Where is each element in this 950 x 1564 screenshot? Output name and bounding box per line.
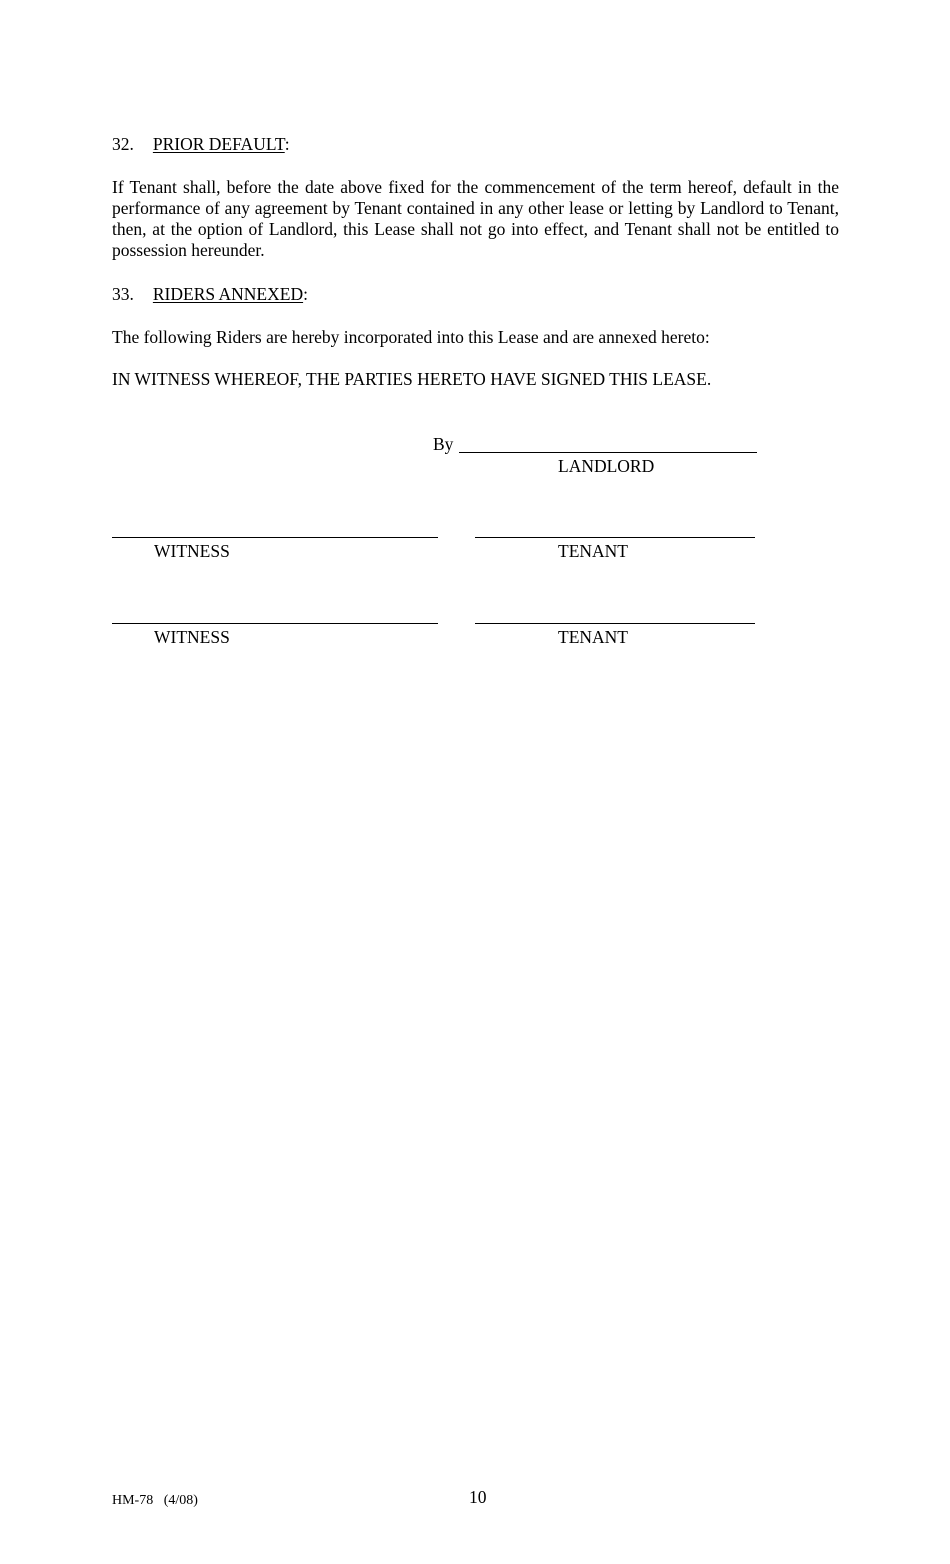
section-title: PRIOR DEFAULT xyxy=(152,134,285,154)
section-32-heading xyxy=(112,134,290,155)
tenant-signature-line xyxy=(475,623,755,624)
form-id: HM-78 (4/08) xyxy=(112,1493,198,1508)
page-number: 10 xyxy=(469,1487,487,1507)
witness-signature-line xyxy=(112,537,438,538)
section-colon: : xyxy=(284,134,290,154)
section-number: 33. xyxy=(112,284,134,304)
witness-signature-line xyxy=(112,623,438,624)
section-32-body: If Tenant shall, before the date above fixed for the commencement of the term hereof, default in the performance of any agreement by Tenant contained in any other lease or letting by Landlord to Tenant, then, at the option of Landlord, this Lease shall not go into effect, and Tenant shall not be entitled to possession hereunder. xyxy=(112,177,839,260)
tenant-signature-line xyxy=(475,537,755,538)
witness-label: WITNESS xyxy=(154,541,230,561)
tenant-label: TENANT xyxy=(558,541,628,561)
landlord-signature-line xyxy=(459,452,757,453)
witness-label: WITNESS xyxy=(154,627,230,647)
section-number: 32. xyxy=(112,134,134,154)
tenant-label: TENANT xyxy=(558,627,628,647)
section-colon: : xyxy=(303,284,308,304)
witness-statement: IN WITNESS WHEREOF, THE PARTIES HERETO HAVE SIGNED THIS LEASE. xyxy=(112,369,712,389)
section-title: RIDERS ANNEXED xyxy=(152,284,304,304)
section-33-body: The following Riders are hereby incorporated into this Lease and are annexed hereto: xyxy=(112,327,710,347)
landlord-label: LANDLORD xyxy=(558,456,655,476)
by-label: By xyxy=(433,434,454,454)
section-33-heading xyxy=(112,284,308,305)
